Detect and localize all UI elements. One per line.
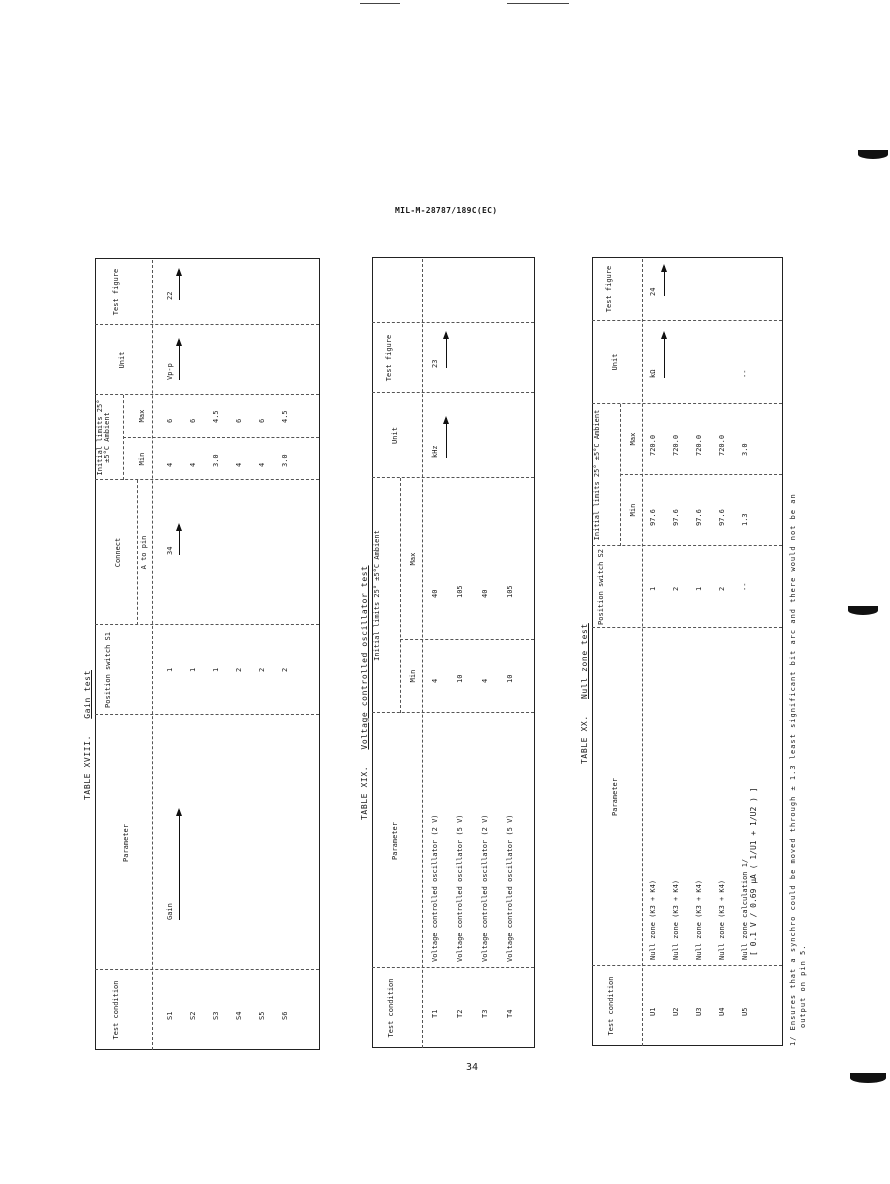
row-switch: 1: [695, 586, 703, 591]
unit-value: kΩ: [649, 369, 657, 378]
row-condition: U4: [718, 1007, 726, 1016]
row-max: 105: [456, 585, 464, 598]
row-condition: S6: [281, 1011, 289, 1020]
arrow-icon: [446, 418, 447, 458]
row-condition: S5: [258, 1011, 266, 1020]
row-min: 97.6: [718, 509, 726, 526]
row-max: 4.5: [212, 410, 220, 423]
col-header-parameter: Parameter: [611, 778, 619, 816]
col-header-unit: Unit: [118, 351, 126, 369]
row-condition: T3: [481, 1009, 489, 1018]
row-min: 97.6: [695, 509, 703, 526]
row-max: 40: [431, 589, 439, 598]
col-header-condition: Test condition: [387, 978, 395, 1038]
row-max: 720.0: [649, 434, 657, 456]
row-parameter: Voltage controlled oscillator (5 V): [456, 814, 464, 962]
unit-value: kHz: [431, 445, 439, 458]
scan-line: [360, 3, 400, 4]
arrow-icon: [179, 525, 180, 555]
table-19-title: TABLE XIX. Voltage controlled oscillator test: [360, 565, 369, 820]
row-max: 6: [235, 418, 243, 423]
col-header-figure: Test figure: [112, 268, 120, 316]
arrow-icon: [179, 340, 180, 380]
unit-value: Vp-p: [166, 363, 174, 380]
row-switch: --: [741, 582, 749, 591]
scan-mark: [858, 150, 888, 159]
row-min: 97.6: [649, 509, 657, 526]
figure-value: 24: [649, 287, 657, 296]
row-max: 6: [166, 418, 174, 423]
connect-pin: 34: [166, 546, 174, 555]
row-min: 4: [189, 462, 197, 467]
col-header-limits: Initial limits 25° ±5°C Ambient: [96, 399, 112, 476]
arrow-icon: [664, 266, 665, 296]
row-max: 3.0: [741, 443, 749, 456]
table-18: [95, 258, 320, 1050]
col-header-max: Max: [409, 552, 417, 566]
row-switch: 2: [281, 667, 289, 672]
col-header-connect-sub: A to pin: [140, 535, 148, 570]
row-parameter: Null zone (K3 + K4): [718, 879, 726, 960]
arrow-icon: [179, 810, 180, 920]
col-header-max: Max: [629, 432, 637, 446]
col-header-figure: Test figure: [605, 265, 613, 313]
row-min: 4: [235, 462, 243, 467]
row-parameter: Voltage controlled oscillator (5 V): [506, 814, 514, 962]
row-parameter: Null zone (K3 + K4): [695, 879, 703, 960]
row-switch: 2: [672, 586, 680, 591]
scan-mark: [848, 606, 878, 615]
arrow-icon: [179, 270, 180, 300]
row-parameter: Voltage controlled oscillator (2 V): [431, 814, 439, 962]
row-condition: U1: [649, 1007, 657, 1016]
col-header-max: Max: [138, 409, 146, 423]
row-min: 4: [166, 462, 174, 467]
null-zone-formula: [ 0.1 V / 0.69 µA ( 1/U1 + 1/U2 ) ]: [749, 787, 758, 956]
row-min: 4: [431, 678, 439, 683]
row-max: 6: [258, 418, 266, 423]
col-header-parameter: Parameter: [391, 822, 399, 860]
row-switch: 1: [212, 667, 220, 672]
col-header-parameter: Parameter: [122, 824, 130, 862]
row-min: 97.6: [672, 509, 680, 526]
row-condition: U3: [695, 1007, 703, 1016]
table-18-title: TABLE XVIII. Gain test: [83, 670, 92, 800]
footnote-line-2: output on pin 5.: [799, 944, 807, 1028]
row-min: 10: [456, 674, 464, 683]
row-min: 3.0: [281, 454, 289, 467]
row-condition: U2: [672, 1007, 680, 1016]
row-parameter: Voltage controlled oscillator (2 V): [481, 814, 489, 962]
arrow-icon: [664, 333, 665, 378]
row-switch: 1: [649, 586, 657, 591]
col-header-unit: Unit: [611, 353, 619, 371]
row-condition: S2: [189, 1011, 197, 1020]
col-header-min: Min: [409, 669, 417, 683]
row-switch: 1: [166, 667, 174, 672]
table-20-title: TABLE XX. Null zone test: [580, 623, 589, 764]
col-header-switch: Position switch S2: [597, 549, 605, 625]
row-parameter: Null zone calculation 1/: [741, 858, 749, 960]
row-unit: --: [741, 369, 749, 378]
page-number: 34: [466, 1062, 479, 1073]
row-max: 6: [189, 418, 197, 423]
row-min: 1.3: [741, 513, 749, 526]
footnote-line-1: 1/ Ensures that a synchro could be moved through ± 1.3 least significant bit arc and there would not be an: [789, 493, 797, 1046]
row-max: 105: [506, 585, 514, 598]
row-max: 720.0: [695, 434, 703, 456]
scan-line: [507, 3, 569, 4]
row-parameter: Null zone (K3 + K4): [649, 879, 657, 960]
col-header-figure: Test figure: [385, 334, 393, 382]
col-header-connect: Connect: [114, 537, 122, 568]
figure-value: 23: [431, 359, 439, 368]
table-20: [592, 257, 807, 1046]
row-min: 10: [506, 674, 514, 683]
col-header-min: Min: [629, 503, 637, 517]
scan-mark: [850, 1073, 886, 1083]
document-header: MIL-M-28787/189C(EC): [395, 206, 498, 215]
col-header-limits: Initial limits 25° ±5°C Ambient: [593, 409, 601, 541]
col-header-condition: Test condition: [607, 976, 615, 1036]
col-header-min: Min: [138, 452, 146, 466]
gain-parameter: Gain: [166, 903, 174, 920]
row-min: 3.0: [212, 454, 220, 467]
row-min: 4: [481, 678, 489, 683]
col-header-condition: Test condition: [112, 980, 120, 1040]
row-switch: 2: [235, 667, 243, 672]
col-header-limits: Initial limits 25° ±5°C Ambient: [373, 530, 381, 661]
row-max: 720.0: [718, 434, 726, 456]
col-header-unit: Unit: [391, 427, 399, 444]
row-max: 40: [481, 589, 489, 598]
figure-value: 22: [166, 291, 174, 300]
row-switch: 2: [718, 586, 726, 591]
row-condition: U5: [741, 1007, 749, 1016]
arrow-icon: [446, 333, 447, 368]
row-condition: T1: [431, 1009, 439, 1018]
row-min: 4: [258, 462, 266, 467]
row-condition: T2: [456, 1009, 464, 1018]
row-switch: 2: [258, 667, 266, 672]
row-condition: S4: [235, 1011, 243, 1020]
col-header-switch: Position switch S1: [104, 632, 112, 708]
row-condition: T4: [506, 1009, 514, 1018]
row-switch: 1: [189, 667, 197, 672]
row-condition: S3: [212, 1011, 220, 1020]
row-parameter: Null zone (K3 + K4): [672, 879, 680, 960]
row-max: 4.5: [281, 410, 289, 423]
row-condition: S1: [166, 1011, 174, 1020]
table-19: [372, 257, 535, 1048]
row-max: 720.0: [672, 434, 680, 456]
